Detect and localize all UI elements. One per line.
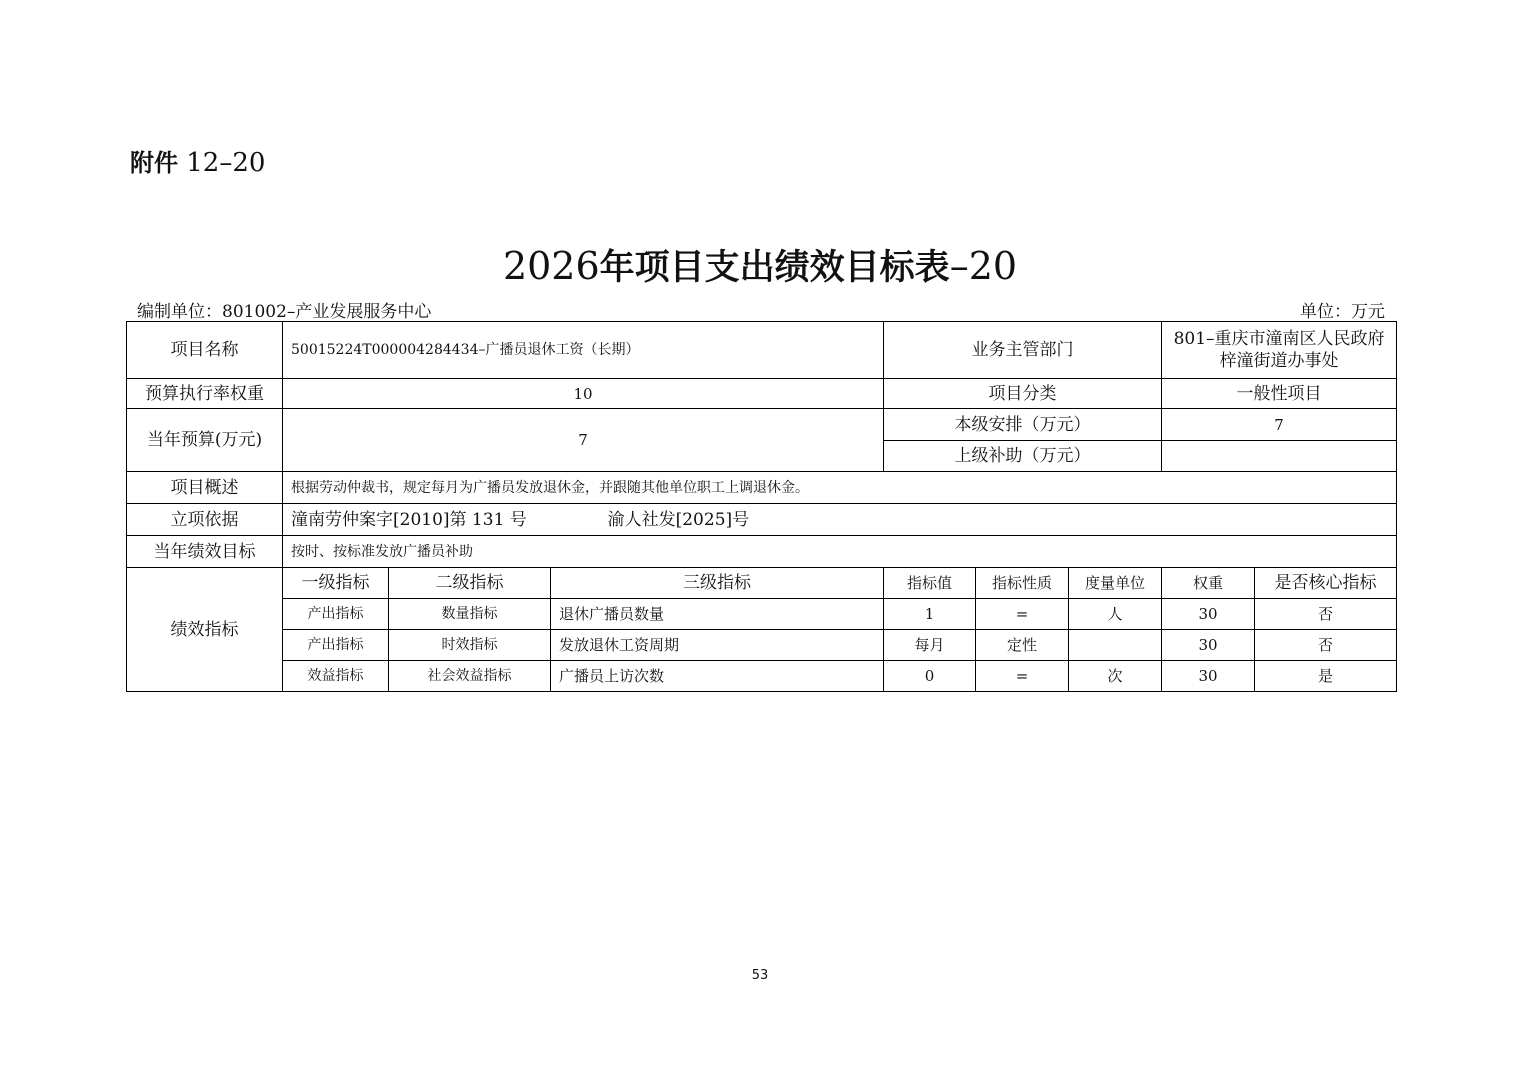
indicator-nature: = — [976, 661, 1069, 692]
indicator-level2: 数量指标 — [389, 599, 551, 630]
local-label: 本级安排（万元） — [884, 409, 1162, 441]
title-year: 2026 — [502, 244, 600, 288]
performance-table — [126, 321, 1397, 692]
basis-value — [283, 504, 1397, 536]
basis-doc-1: 潼南劳仲案字[2010]第 131 号 — [291, 509, 527, 530]
attachment-label — [130, 143, 265, 178]
attachment-number: 12–20 — [186, 148, 266, 178]
indicator-value: 每月 — [884, 630, 976, 661]
dept-value: 801–重庆市潼南区人民政府梓潼街道办事处 — [1162, 322, 1397, 379]
basis-label: 立项依据 — [127, 504, 283, 536]
budget-label: 当年预算(万元) — [127, 409, 283, 472]
indicator-header: 三级指标 — [551, 568, 884, 599]
budget-rate-value: 10 — [283, 379, 884, 409]
indicator-unit: 次 — [1069, 661, 1162, 692]
indicator-unit: 人 — [1069, 599, 1162, 630]
upper-label: 上级补助（万元） — [884, 441, 1162, 472]
page-number: 53 — [751, 968, 769, 983]
indicator-header: 二级指标 — [389, 568, 551, 599]
indicator-header: 一级指标 — [283, 568, 389, 599]
indicator-level1: 产出指标 — [283, 630, 389, 661]
indicator-value: 1 — [884, 599, 976, 630]
indicator-weight: 30 — [1162, 599, 1255, 630]
indicator-level1: 效益指标 — [283, 661, 389, 692]
local-value: 7 — [1162, 409, 1397, 441]
compiler-unit: 编制单位：801002–产业发展服务中心 — [137, 302, 432, 322]
upper-value — [1162, 441, 1397, 472]
indicator-weight: 30 — [1162, 661, 1255, 692]
indicator-core: 是 — [1255, 661, 1397, 692]
title-suffix: –20 — [949, 244, 1018, 288]
budget-rate-label: 预算执行率权重 — [127, 379, 283, 409]
indicator-header: 指标性质 — [976, 568, 1069, 599]
summary-label: 项目概述 — [127, 472, 283, 504]
goal-label: 当年绩效目标 — [127, 536, 283, 568]
project-name-value: 50015224T000004284434–广播员退休工资（长期） — [283, 322, 884, 379]
indicator-weight: 30 — [1162, 630, 1255, 661]
dept-label: 业务主管部门 — [884, 322, 1162, 379]
currency-unit: 单位：万元 — [1300, 302, 1385, 322]
attachment-prefix: 附件 — [130, 149, 178, 177]
table-row — [127, 630, 1397, 661]
indicator-header: 权重 — [1162, 568, 1255, 599]
indicator-nature: 定性 — [976, 630, 1069, 661]
indicator-nature: = — [976, 599, 1069, 630]
basis-doc-2: 渝人社发[2025]号 — [607, 509, 750, 530]
page-title — [0, 240, 1520, 290]
indicator-level3: 广播员上访次数 — [551, 661, 884, 692]
indicator-level3: 发放退休工资周期 — [551, 630, 884, 661]
title-main: 年项目支出绩效目标表 — [599, 248, 950, 288]
budget-value: 7 — [283, 409, 884, 472]
category-value: 一般性项目 — [1162, 379, 1397, 409]
indicator-level2: 时效指标 — [389, 630, 551, 661]
indicator-header: 指标值 — [884, 568, 976, 599]
table-row — [127, 661, 1397, 692]
indicator-unit — [1069, 630, 1162, 661]
indicator-level2: 社会效益指标 — [389, 661, 551, 692]
indicator-level1: 产出指标 — [283, 599, 389, 630]
indicator-core: 否 — [1255, 630, 1397, 661]
indicator-header-row — [127, 568, 1397, 599]
table-row — [127, 599, 1397, 630]
indicator-value: 0 — [884, 661, 976, 692]
project-name-label: 项目名称 — [127, 322, 283, 379]
indicators-label: 绩效指标 — [127, 568, 283, 692]
indicator-level3: 退休广播员数量 — [551, 599, 884, 630]
category-label: 项目分类 — [884, 379, 1162, 409]
goal-value: 按时、按标准发放广播员补助 — [283, 536, 1397, 568]
indicator-core: 否 — [1255, 599, 1397, 630]
indicator-header: 度量单位 — [1069, 568, 1162, 599]
indicator-header: 是否核心指标 — [1255, 568, 1397, 599]
summary-value: 根据劳动仲裁书，规定每月为广播员发放退休金，并跟随其他单位职工上调退休金。 — [283, 472, 1397, 504]
